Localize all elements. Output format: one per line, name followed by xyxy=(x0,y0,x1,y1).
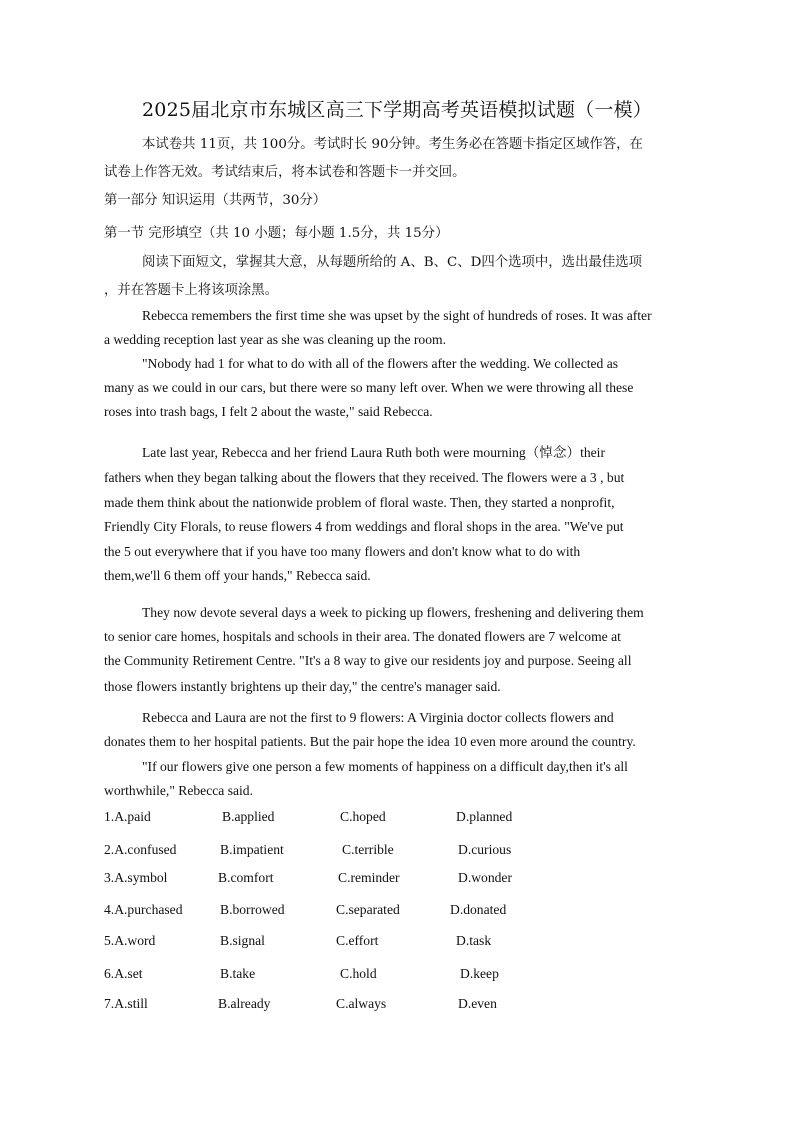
passage-p3-line-4: Friendly City Florals, to reuse flowers 4 from weddings and floral shops in the area. "We've put xyxy=(104,519,624,534)
question-options-2 xyxy=(104,842,664,860)
option-b: B.already xyxy=(218,996,271,1011)
directions-line-1: 阅读下面短文，掌握其大意，从每题所给的 A、B、C、D四个选项中，选出最佳选项 xyxy=(142,255,643,270)
option-a: 4.A.purchased xyxy=(104,902,183,917)
section-heading: 第一节 完形填空（共 10 小题；每小题 1.5分，共 15分） xyxy=(104,226,449,241)
directions-line-2: ，并在答题卡上将该项涂黑。 xyxy=(104,283,279,298)
question-options-3 xyxy=(104,870,664,888)
option-c: C.hoped xyxy=(340,809,386,824)
option-a: 1.A.paid xyxy=(104,809,151,824)
option-d: D.even xyxy=(458,996,497,1011)
passage-p3-line-1: Late last year, Rebecca and her friend Laura Ruth both were mourning（悼念）their xyxy=(142,445,605,460)
option-b: B.impatient xyxy=(220,842,284,857)
option-c: C.terrible xyxy=(342,842,394,857)
passage-p2-line-2: many as we could in our cars, but there were so many left over. When we were throwing all these xyxy=(104,380,634,395)
option-d: D.wonder xyxy=(458,870,512,885)
option-a: 6.A.set xyxy=(104,966,143,981)
option-c: C.separated xyxy=(336,902,400,917)
part-heading: 第一部分 知识运用（共两节，30分） xyxy=(104,193,327,208)
option-d: D.donated xyxy=(450,902,507,917)
question-options-1 xyxy=(104,809,664,827)
passage-p5-line-1: Rebecca and Laura are not the first to 9 flowers: A Virginia doctor collects flowers and xyxy=(142,710,614,725)
option-a: 5.A.word xyxy=(104,933,156,948)
passage-p1-line-1: Rebecca remembers the first time she was upset by the sight of hundreds of roses. It was after xyxy=(142,308,652,323)
question-options-7 xyxy=(104,996,664,1014)
option-b: B.take xyxy=(220,966,256,981)
passage-p2-line-1: "Nobody had 1 for what to do with all of the flowers after the wedding. We collected as xyxy=(142,356,619,371)
passage-p3-line-3: made them think about the nationwide problem of floral waste. Then, they started a nonprofit, xyxy=(104,495,615,510)
option-c: C.always xyxy=(336,996,387,1011)
passage-p4-line-3: the Community Retirement Centre. "It's a 8 way to give our residents joy and purpose. Seeing all xyxy=(104,653,632,668)
option-b: B.applied xyxy=(222,809,275,824)
passage-p3-line-5: the 5 out everywhere that if you have too many flowers and don't know what to do with xyxy=(104,544,581,559)
option-b: B.signal xyxy=(220,933,265,948)
passage-p2-line-3: roses into trash bags, I felt 2 about the waste," said Rebecca. xyxy=(104,404,433,419)
option-d: D.keep xyxy=(460,966,499,981)
option-d: D.task xyxy=(456,933,492,948)
option-c: C.effort xyxy=(336,933,379,948)
passage-p6-line-1: "If our flowers give one person a few moments of happiness on a difficult day,then it's all xyxy=(142,759,628,774)
exam-title: 2025届北京市东城区高三下学期高考英语模拟试题（一模） xyxy=(142,99,652,121)
option-c: C.reminder xyxy=(338,870,400,885)
passage-p3-line-6: them,we'll 6 them off your hands," Rebecca said. xyxy=(104,568,371,583)
passage-p4-line-1: They now devote several days a week to picking up flowers, freshening and delivering them xyxy=(142,605,644,620)
passage-p1-line-2: a wedding reception last year as she was cleaning up the room. xyxy=(104,332,446,347)
intro-line-1: 本试卷共 11页，共 100分。考试时长 90分钟。考生务必在答题卡指定区域作答，在 xyxy=(142,137,643,152)
option-b: B.borrowed xyxy=(220,902,285,917)
option-a: 2.A.confused xyxy=(104,842,177,857)
option-a: 3.A.symbol xyxy=(104,870,168,885)
passage-p4-line-4: those flowers instantly brightens up their day," the centre's manager said. xyxy=(104,679,501,694)
option-a: 7.A.still xyxy=(104,996,148,1011)
intro-line-2: 试卷上作答无效。考试结束后，将本试卷和答题卡一并交回。 xyxy=(104,165,466,180)
option-b: B.comfort xyxy=(218,870,274,885)
passage-p3-line-2: fathers when they began talking about the flowers that they received. The flowers were a 3 , but xyxy=(104,470,625,485)
passage-p4-line-2: to senior care homes, hospitals and schools in their area. The donated flowers are 7 welcome at xyxy=(104,629,621,644)
passage-p5-line-2: donates them to her hospital patients. But the pair hope the idea 10 even more around the country. xyxy=(104,734,636,749)
option-d: D.curious xyxy=(458,842,512,857)
option-d: D.planned xyxy=(456,809,513,824)
question-options-5 xyxy=(104,933,664,951)
question-options-4 xyxy=(104,902,664,920)
passage-p6-line-2: worthwhile," Rebecca said. xyxy=(104,783,253,798)
option-c: C.hold xyxy=(340,966,377,981)
question-options-6 xyxy=(104,966,664,984)
